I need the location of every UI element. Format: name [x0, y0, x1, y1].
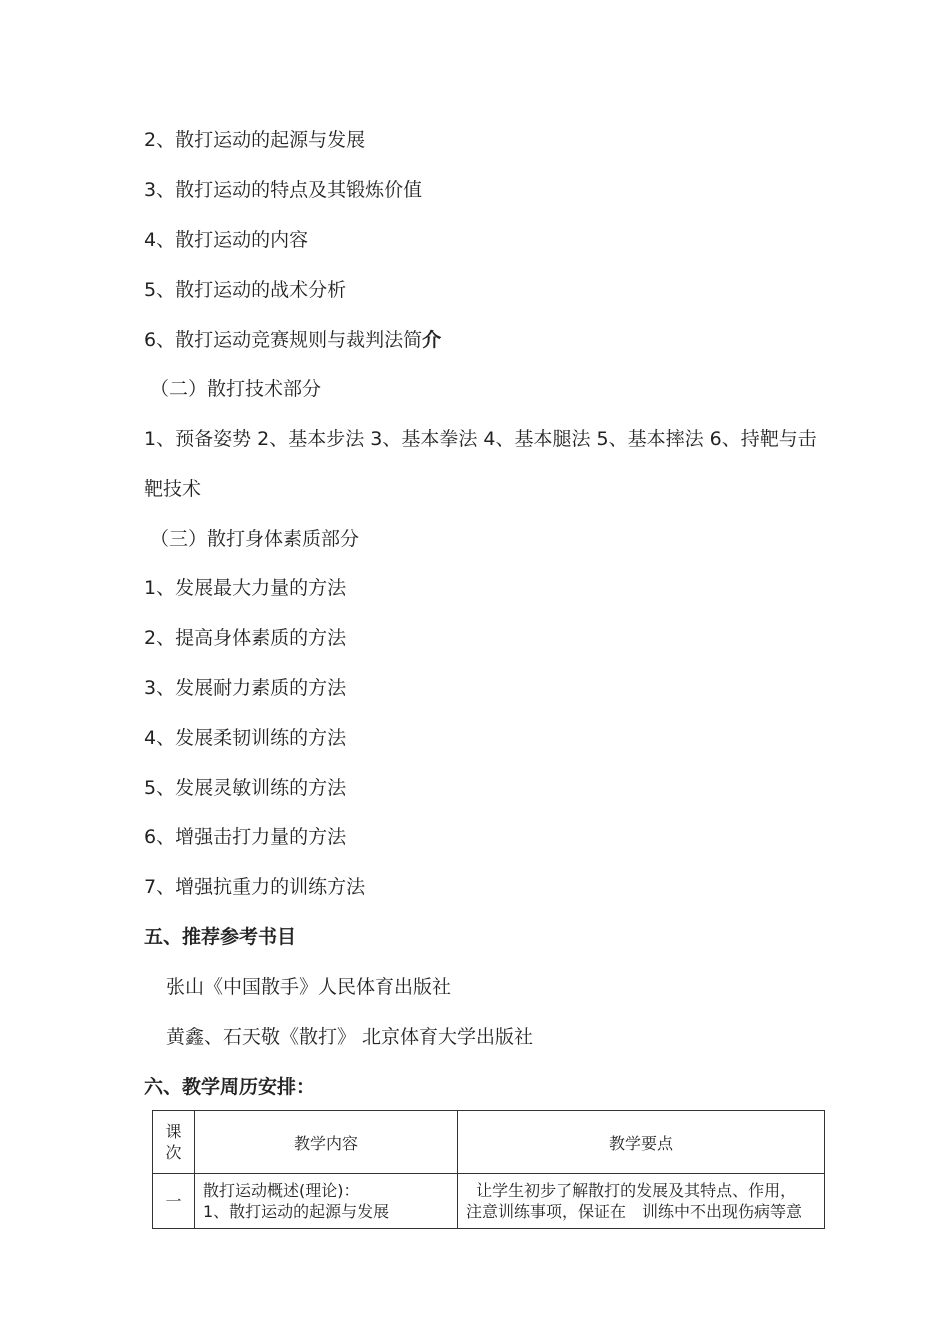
cell-lesson: 一 [153, 1174, 195, 1229]
schedule-table [152, 1110, 825, 1229]
fitness-item: 2、提高身体素质的方法 [144, 627, 347, 649]
section-schedule-title: 六、教学周历安排： [144, 1076, 316, 1098]
table-row [153, 1174, 825, 1229]
cell-points-line: 让学生初步了解散打的发展及其特点、作用， [466, 1181, 797, 1200]
cell-points-line: 注意训练事项，保证在 训练中不出现伤病等意 [466, 1202, 803, 1221]
fitness-item: 6、增强击打力量的方法 [144, 826, 347, 848]
header-points: 教学要点 [458, 1111, 825, 1174]
theory-item: 4、散打运动的内容 [144, 229, 309, 251]
header-content: 教学内容 [195, 1111, 458, 1174]
theory-item-text: 6、散打运动竞赛规则与裁判法简 [144, 329, 423, 351]
section-fitness-title: （三）散打身体素质部分 [150, 528, 360, 550]
tech-list-line: 1、预备姿势 2、基本步法 3、基本拳法 4、基本腿法 5、基本摔法 6、持靶与击 [144, 428, 817, 450]
section-books-title: 五、推荐参考书目 [144, 926, 297, 948]
table-header-row [153, 1111, 825, 1174]
theory-item: 2、散打运动的起源与发展 [144, 129, 366, 151]
fitness-item: 4、发展柔韧训练的方法 [144, 727, 347, 749]
tech-list-line: 靶技术 [144, 478, 202, 500]
cell-content-line: 1、散打运动的起源与发展 [203, 1202, 390, 1221]
fitness-item: 5、发展灵敏训练的方法 [144, 777, 347, 799]
header-lesson-line: 课 [165, 1122, 182, 1141]
fitness-item: 1、发展最大力量的方法 [144, 577, 347, 599]
fitness-item: 3、发展耐力素质的方法 [144, 677, 347, 699]
theory-item [144, 328, 441, 352]
cell-content [195, 1174, 458, 1229]
book-entry: 黄鑫、石天敬《散打》 北京体育大学出版社 [166, 1026, 534, 1048]
section-tech-title: （二）散打技术部分 [150, 378, 322, 400]
theory-item: 3、散打运动的特点及其锻炼价值 [144, 179, 423, 201]
cell-points [458, 1174, 825, 1229]
fitness-item: 7、增强抗重力的训练方法 [144, 876, 366, 898]
theory-item-tail: 介 [422, 329, 442, 351]
book-entry: 张山《中国散手》人民体育出版社 [166, 976, 452, 998]
cell-content-line: 散打运动概述(理论)： [203, 1181, 360, 1200]
header-lesson [153, 1111, 195, 1174]
header-lesson-line: 次 [165, 1143, 182, 1162]
theory-item: 5、散打运动的战术分析 [144, 279, 347, 301]
